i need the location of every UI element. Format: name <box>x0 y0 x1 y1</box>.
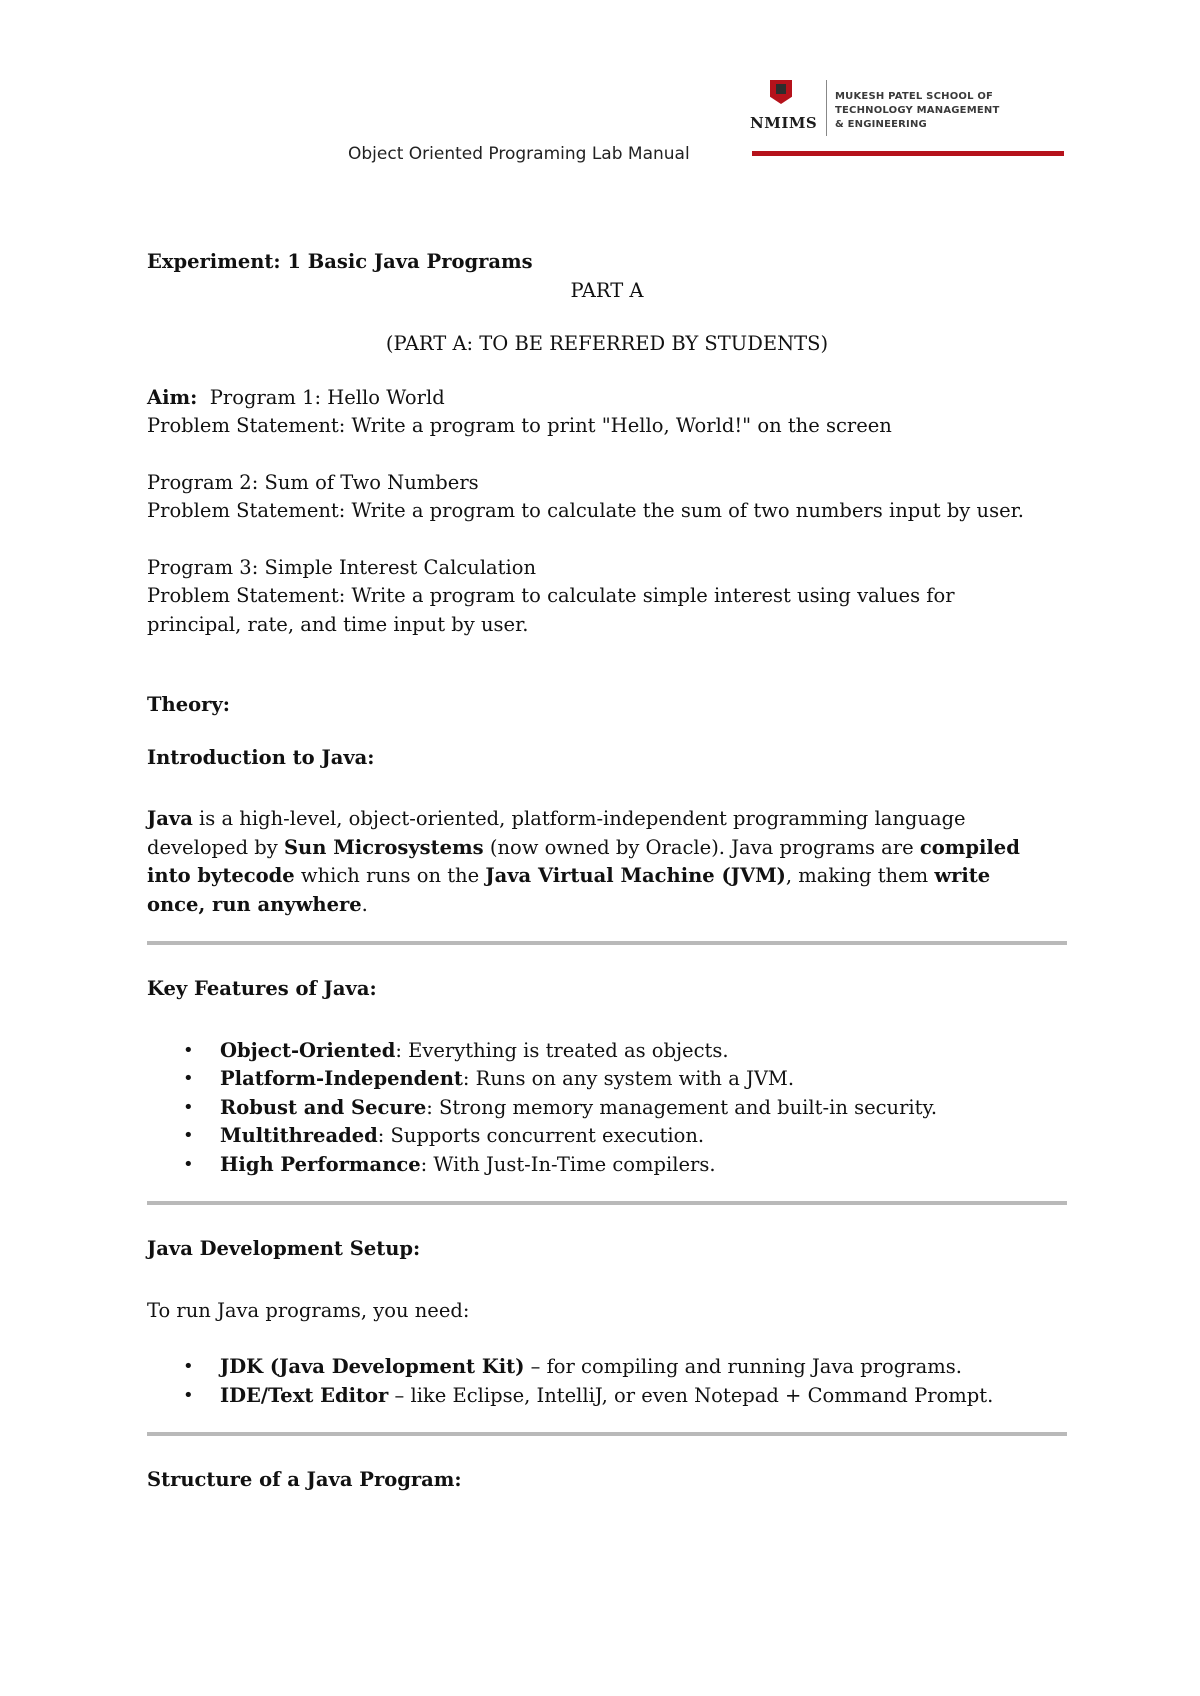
logo-divider <box>826 80 827 136</box>
list-item: • High Performance: With Just-In-Time compilers. <box>147 1151 1067 1180</box>
intro-heading: Introduction to Java: <box>147 745 375 769</box>
list-item: • IDE/Text Editor – like Eclipse, IntelliJ, or even Notepad + Command Prompt. <box>147 1382 1067 1411</box>
list-item: • Platform-Independent: Runs on any system with a JVM. <box>147 1065 1067 1094</box>
nmims-emblem-icon <box>748 78 818 144</box>
structure-heading: Structure of a Java Program: <box>147 1468 462 1491</box>
header-rule <box>752 151 1064 156</box>
document-body <box>147 248 1067 1495</box>
header-title: Object Oriented Programing Lab Manual <box>348 144 690 164</box>
aim-program-1: Aim: Program 1: Hello World <box>147 385 445 409</box>
experiment-title: Experiment: 1 Basic Java Programs <box>147 250 533 273</box>
logo-school-name: MUKESH PATEL SCHOOL OF TECHNOLOGY MANAGEMENT & ENGINEERING <box>835 91 1000 130</box>
list-item: • JDK (Java Development Kit) – for compiling and running Java programs. <box>147 1353 1067 1382</box>
list-item: • Object-Oriented: Everything is treated as objects. <box>147 1037 1067 1066</box>
part-label: PART A <box>570 278 644 302</box>
aim-program-3-statement-1: Problem Statement: Write a program to calculate simple interest using values for <box>147 584 955 607</box>
list-item: • Multithreaded: Supports concurrent execution. <box>147 1122 1067 1151</box>
setup-intro: To run Java programs, you need: <box>147 1298 470 1322</box>
logo-wordmark: NMIMS <box>750 114 818 132</box>
part-note: (PART A: TO BE REFERRED BY STUDENTS) <box>385 332 829 355</box>
setup-heading: Java Development Setup: <box>147 1237 421 1260</box>
aim-program-2-statement: Problem Statement: Write a program to calculate the sum of two numbers input by user. <box>147 499 1025 522</box>
aim-program-3-statement-2: principal, rate, and time input by user. <box>147 612 529 636</box>
nmims-logo <box>748 78 1068 152</box>
intro-paragraph: Java is a high-level, object-oriented, platform-independent programming language developed by Sun Microsystems (now owned by Oracle). Java programs are compiled into bytecode which runs on the Java Virtual Machine (JVM), making them write once, run anywhere. <box>147 807 1020 916</box>
aim-program-1-statement: Problem Statement: Write a program to print "Hello, World!" on the screen <box>147 414 892 437</box>
aim-program-2: Program 2: Sum of Two Numbers <box>147 470 479 494</box>
features-list <box>147 1037 1067 1180</box>
features-heading: Key Features of Java: <box>147 977 377 1000</box>
aim-program-3: Program 3: Simple Interest Calculation <box>147 555 537 579</box>
list-item: • Robust and Secure: Strong memory management and built-in security. <box>147 1094 1067 1123</box>
theory-heading: Theory: <box>147 693 230 716</box>
setup-list <box>147 1353 1067 1410</box>
